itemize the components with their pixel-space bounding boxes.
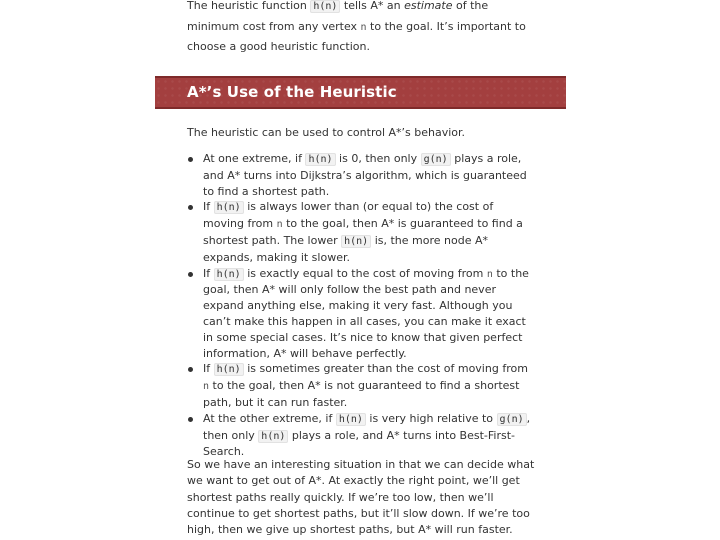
code-h-n: h(n) [214,268,244,281]
var-n: n [486,268,493,280]
list-item-exact [187,266,537,362]
code-h-n: h(n) [310,0,340,13]
bullet-text: plays a role, and A* turns into Best-First-Search. [203,428,516,459]
intro-text-1: The heuristic function [187,0,311,12]
intro-text-2: tells A* an [340,0,405,12]
bullet-text: If [203,200,214,214]
code-h-n: h(n) [341,235,371,248]
intro-paragraph [187,0,537,57]
intro-text-4: to the goal. It’s important to choose a good heuristic function. [187,19,526,53]
var-n: n [360,21,367,33]
section-banner [155,76,566,109]
bullet-text: At the other extreme, if [203,411,336,425]
var-n: n [203,381,210,393]
bullet-text: is, the more node A* expands, making it slower. [203,233,488,264]
section-title: A*’s Use of the Heuristic [187,83,397,101]
bullet-text: At one extreme, if [203,152,306,165]
list-item-greater [187,361,537,410]
code-g-n: g(n) [421,153,451,166]
bullet-text: , then only [203,411,531,442]
bullet-text: to the goal, then A* is guaranteed to find a shortest path. The lower [203,217,523,247]
bullet-text: to the goal, then A* is not guaranteed to find a shortest path, but it can run faster. [203,379,520,409]
bullet-text: is sometimes greater than the cost of moving from [243,362,528,376]
list-item-extreme-zero [187,151,537,199]
code-h-n: h(n) [258,430,288,443]
code-h-n: h(n) [336,413,366,426]
conclusion-paragraph: So we have an interesting situation in that we can decide what we want to get out of A*. At exactly the right point, we’ll get shortest paths really quickly. If we’re too low, then we’ll continue to get shortest paths, but it’ll slow down. If we’re too high, then we give up shortest paths, but A* will run faster. [187,458,535,537]
bullet-text: to the goal, then A* will only follow the best path and never expand anything else, making it very fast. Although you can’t make this happen in all cases, you can make it exact in some special cases. It’s nice to know that given perfect information, A* will behave perfectly. [203,266,529,360]
bullet-text: is exactly equal to the cost of moving from [243,266,487,280]
bullet-text: is very high relative to [365,411,497,425]
code-h-n: h(n) [214,363,244,376]
list-item-lower [187,199,537,265]
lead-paragraph: The heuristic can be used to control A*’s behavior. [187,126,466,139]
heuristic-cases-list [187,151,537,460]
code-h-n: h(n) [214,201,244,214]
intro-text-3: of the minimum cost from any vertex [187,0,489,33]
list-item-extreme-high [187,411,537,460]
bullet-text: is 0, then only [335,152,421,165]
bullet-text: If [203,362,214,376]
code-h-n: h(n) [305,153,335,166]
bullet-text: plays a role, and A* turns into Dijkstra’s algorithm, which is guaranteed to find a shortest path. [203,152,527,198]
var-n: n [276,219,283,231]
intro-estimate: estimate [404,0,453,12]
bullet-text: If [203,266,214,280]
bullet-text: is always lower than (or equal to) the cost of moving from [203,200,494,231]
code-g-n: g(n) [497,413,527,426]
